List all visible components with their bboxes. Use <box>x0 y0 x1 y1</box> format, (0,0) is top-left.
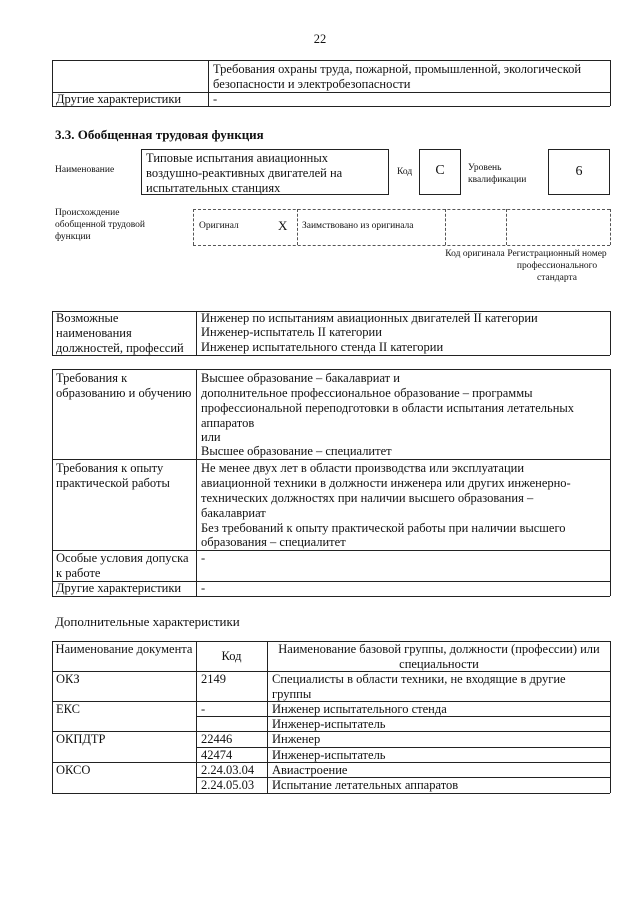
education-line: или <box>201 430 221 444</box>
positions-label: Возможные наименования должностей, профессий <box>56 311 184 355</box>
experience-line: Не менее двух лет в области производства или эксплуатации <box>201 461 525 475</box>
function-code: С <box>435 163 445 178</box>
name-cell: Авиастроение <box>272 763 348 777</box>
code-cell: 42474 <box>201 748 233 762</box>
code-cell: 2.24.03.04 <box>201 763 255 777</box>
doc-cell: ЕКС <box>56 702 80 716</box>
code-cell: 2.24.05.03 <box>201 778 255 792</box>
experience-line: авиационной техники в должности инженера или других инженерно- <box>201 476 571 490</box>
qualification-level-value: 6 <box>575 164 583 179</box>
name-cell: Инженер-испытатель <box>272 748 386 762</box>
origin-label: Происхождение обобщенной трудовой функции <box>55 208 145 242</box>
page-number: 22 <box>313 32 327 46</box>
other-characteristics-value: - <box>213 92 218 106</box>
column-header: Наименование документа <box>55 642 193 656</box>
experience-line: образования – специалитет <box>201 535 346 549</box>
code-cell: - <box>201 702 206 716</box>
original-label: Оригинал <box>199 221 239 231</box>
original-code-caption: Код оригинала <box>445 249 505 259</box>
education-label: Требования к образованию и обучению <box>56 371 192 400</box>
original-mark: X <box>278 218 288 233</box>
qualification-level-label: Уровень квалификации <box>468 163 527 185</box>
experience-line: технических должностях при наличии высшего образования – <box>201 491 534 505</box>
name-label: Наименование <box>55 165 115 175</box>
code-label: Код <box>397 167 413 177</box>
doc-cell: ОКПДТР <box>56 732 106 746</box>
name-cell: Инженер-испытатель <box>272 717 386 731</box>
name-cell: Испытание летательных аппаратов <box>272 778 459 792</box>
other-value: - <box>201 581 206 595</box>
borrowed-label: Заимствовано из оригинала <box>302 221 414 231</box>
code-cell: 22446 <box>201 732 233 746</box>
experience-label: Требования к опыту практической работы <box>56 461 170 490</box>
experience-line: Без требований к опыту практической работы при наличии высшего <box>201 521 566 535</box>
name-cell: Инженер испытательного стенда <box>272 702 447 716</box>
function-name: Типовые испытания авиационных воздушно-реактивных двигателей на испытательных станциях <box>146 151 343 195</box>
position-item: Инженер испытательного стенда II категории <box>201 340 444 354</box>
education-line: Высшее образование – специалитет <box>201 444 392 458</box>
doc-cell: ОКЗ <box>56 672 80 686</box>
experience-line: бакалавриат <box>201 506 266 520</box>
registration-number-caption: Регистрационный номер профессионального стандарта <box>507 249 607 283</box>
special-conditions-label: Особые условия допуска к работе <box>56 551 189 580</box>
column-header: Код <box>221 649 242 663</box>
section-title: 3.3. Обобщенная трудовая функция <box>55 127 264 142</box>
special-conditions-value: - <box>201 551 206 565</box>
education-line: дополнительное профессиональное образование – программы <box>201 386 533 400</box>
education-line: аппаратов <box>201 416 255 430</box>
column-header: Наименование базовой группы, должности (профессии) или специальности <box>278 642 600 671</box>
doc-cell: ОКСО <box>56 763 91 777</box>
other-label: Другие характеристики <box>56 581 182 595</box>
position-item: Инженер по испытаниям авиационных двигателей II категории <box>201 311 538 325</box>
safety-requirements-text: Требования охраны труда, пожарной, промышленной, экологической безопасности и электробезопасности <box>213 62 582 91</box>
additional-title: Дополнительные характеристики <box>55 614 240 629</box>
name-cell: Инженер <box>272 732 321 746</box>
education-line: Высшее образование – бакалавриат и <box>201 371 400 385</box>
code-cell: 2149 <box>201 672 226 686</box>
position-item: Инженер-испытатель II категории <box>201 325 382 339</box>
other-characteristics-label: Другие характеристики <box>56 92 182 106</box>
name-cell: Специалисты в области техники, не входящие в другие группы <box>272 672 566 701</box>
education-line: профессиональной переподготовки в области испытания летательных <box>201 401 575 415</box>
